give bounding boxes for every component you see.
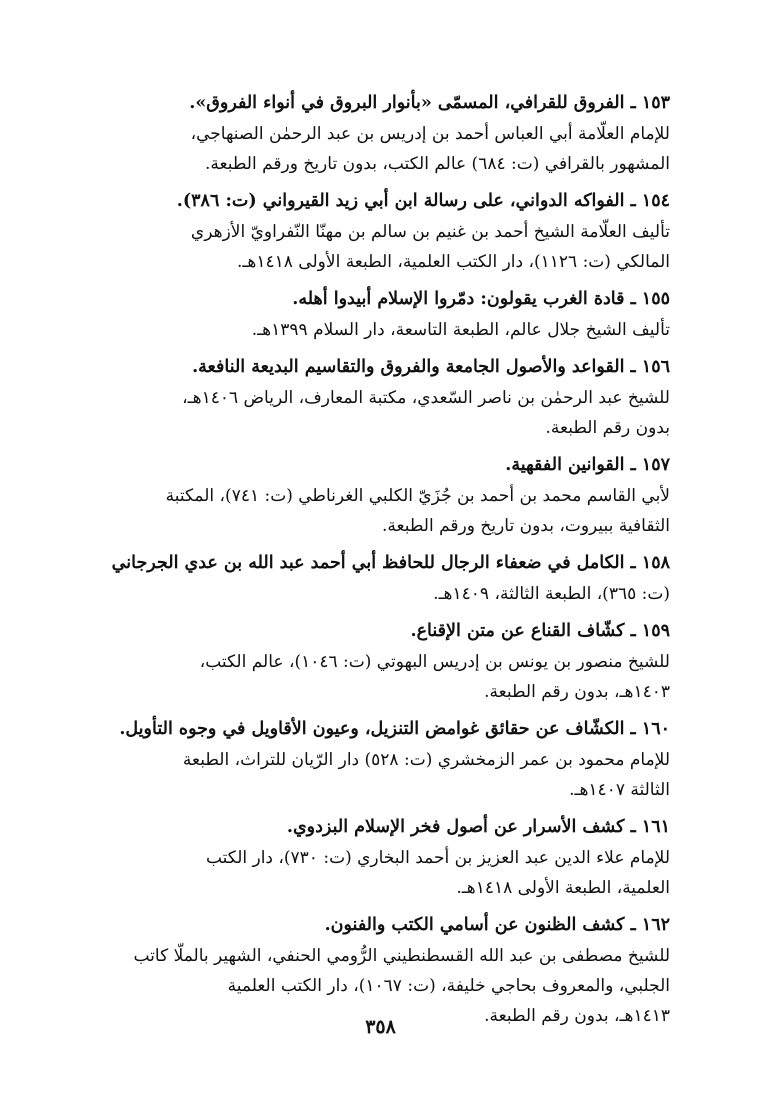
- entry-number: ١٦٠: [641, 719, 670, 739]
- bibliography-entry: [78, 548, 670, 609]
- entry-body-line: الثقافية ببيروت، بدون تاريخ ورقم الطبعة.: [381, 516, 670, 536]
- entry-number: ١٦٢: [641, 915, 670, 935]
- entry-title: ـ الفواكه الدواني، على رسالة ابن أبي زيد القيرواني (ت: ٣٨٦).: [176, 191, 636, 211]
- entry-title-line: [78, 450, 670, 481]
- entry-body-line: للإمام علاء الدين عبد العزيز بن أحمد البخاري (ت: ٧٣٠)، دار الكتب: [205, 848, 670, 868]
- entry-number: ١٥٧: [641, 455, 670, 475]
- page-number: ٣٥٨: [365, 1016, 396, 1038]
- entry-number: ١٥٣: [641, 93, 670, 113]
- entry-body-line: ١٤١٣هـ، بدون رقم الطبعة.: [484, 1006, 670, 1026]
- entry-title: ـ القواعد والأصول الجامعة والفروق والتقاسيم البديعة النافعة.: [192, 357, 636, 377]
- entry-title: ـ كشّاف القناع عن متن الإقناع.: [410, 621, 636, 641]
- entry-title: ـ القوانين الفقهية.: [505, 455, 636, 475]
- entry-body-line: للشيخ منصور بن يونس بن إدريس البهوتي (ت: ١٠٤٦)، عالم الكتب،: [199, 652, 670, 672]
- bibliography-entry: [78, 88, 670, 179]
- entry-body-line: للإمام محمود بن عمر الزمخشري (ت: ٥٢٨) دار الرّيان للتراث، الطبعة: [182, 750, 670, 770]
- bibliography-entry: [78, 284, 670, 345]
- bibliography-entry: [78, 352, 670, 443]
- entry-body-line: بدون رقم الطبعة.: [545, 418, 670, 438]
- entry-title: ـ الفروق للقرافي، المسمّى «بأنوار البروق في أنواء الفروق».: [189, 93, 636, 113]
- bibliography-entry: [78, 186, 670, 277]
- entry-body-line: للشيخ مصطفى بن عبد الله القسطنطيني الرُّومي الحنفي، الشهير بالملّا كاتب: [133, 946, 670, 966]
- entry-title-line: [78, 186, 670, 217]
- entry-body-line: للإمام العلّامة أبي العباس أحمد بن إدريس بن عبد الرحمٰن الصنهاجي،: [190, 124, 670, 144]
- entry-body-line: تأليف الشيخ جلال عالم، الطبعة التاسعة، دار السلام ١٣٩٩هـ.: [251, 320, 670, 340]
- entry-title-line: [78, 352, 670, 383]
- bibliography-entry: [78, 616, 670, 707]
- entry-title-line: [78, 284, 670, 315]
- bibliography-entry: [78, 714, 670, 805]
- entry-title: ـ الكشّاف عن حقائق غوامض التنزيل، وعيون الأقاويل في وجوه التأويل.: [119, 719, 636, 739]
- entry-number: ١٥٨: [641, 553, 670, 573]
- entry-title: ـ الكامل في ضعفاء الرجال للحافظ أبي أحمد عبد الله بن عدي الجرجاني: [111, 553, 636, 573]
- entry-title-line: [78, 714, 670, 745]
- entry-body-line: تأليف العلّامة الشيخ أحمد بن غنيم بن سالم بن مهنّا النّفراويّ الأزهري: [190, 222, 670, 242]
- entry-title-line: [78, 910, 670, 941]
- entry-title: ـ كشف الأسرار عن أصول فخر الإسلام البزدوي.: [286, 817, 636, 837]
- entry-body-line: للشيخ عبد الرحمٰن بن ناصر السّعدي، مكتبة المعارف، الرياض ١٤٠٦هـ،: [182, 388, 670, 408]
- entry-body-line: الثالثة ١٤٠٧هـ.: [569, 780, 670, 800]
- entry-body-line: المالكي (ت: ١١٢٦)، دار الكتب العلمية، الطبعة الأولى ١٤١٨هـ.: [237, 252, 670, 272]
- entry-body-line: المشهور بالقرافي (ت: ٦٨٤) عالم الكتب، بدون تاريخ ورقم الطبعة.: [204, 154, 670, 174]
- entry-body-line: لأبي القاسم محمد بن أحمد بن جُزَيّ الكلبي الغرناطي (ت: ٧٤١)، المكتبة: [165, 486, 670, 506]
- entry-title-line: [78, 548, 670, 579]
- bibliography-entry: [78, 910, 670, 1031]
- entry-body-line: الجلبي، والمعروف بحاجي خليفة، (ت: ١٠٦٧)، دار الكتب العلمية: [227, 976, 670, 996]
- entry-body-line: ١٤٠٣هـ، بدون رقم الطبعة.: [484, 682, 670, 702]
- bibliography-entry: [78, 812, 670, 903]
- entry-title: ـ كشف الظنون عن أسامي الكتب والفنون.: [324, 915, 636, 935]
- entry-number: ١٥٩: [641, 621, 670, 641]
- entry-number: ١٥٤: [641, 191, 670, 211]
- entry-title: ـ قادة الغرب يقولون: دمّروا الإسلام أبيدوا أهله.: [292, 289, 636, 309]
- entry-number: ١٥٦: [641, 357, 670, 377]
- bibliography-entry: [78, 450, 670, 541]
- entry-number: ١٥٥: [641, 289, 670, 309]
- entry-body-line: (ت: ٣٦٥)، الطبعة الثالثة، ١٤٠٩هـ.: [433, 584, 670, 604]
- entry-title-line: [78, 616, 670, 647]
- entry-number: ١٦١: [641, 817, 670, 837]
- entry-body-line: العلمية، الطبعة الأولى ١٤١٨هـ.: [456, 878, 670, 898]
- entry-title-line: [78, 812, 670, 843]
- entry-title-line: [78, 88, 670, 119]
- bibliography-list: [78, 88, 670, 1038]
